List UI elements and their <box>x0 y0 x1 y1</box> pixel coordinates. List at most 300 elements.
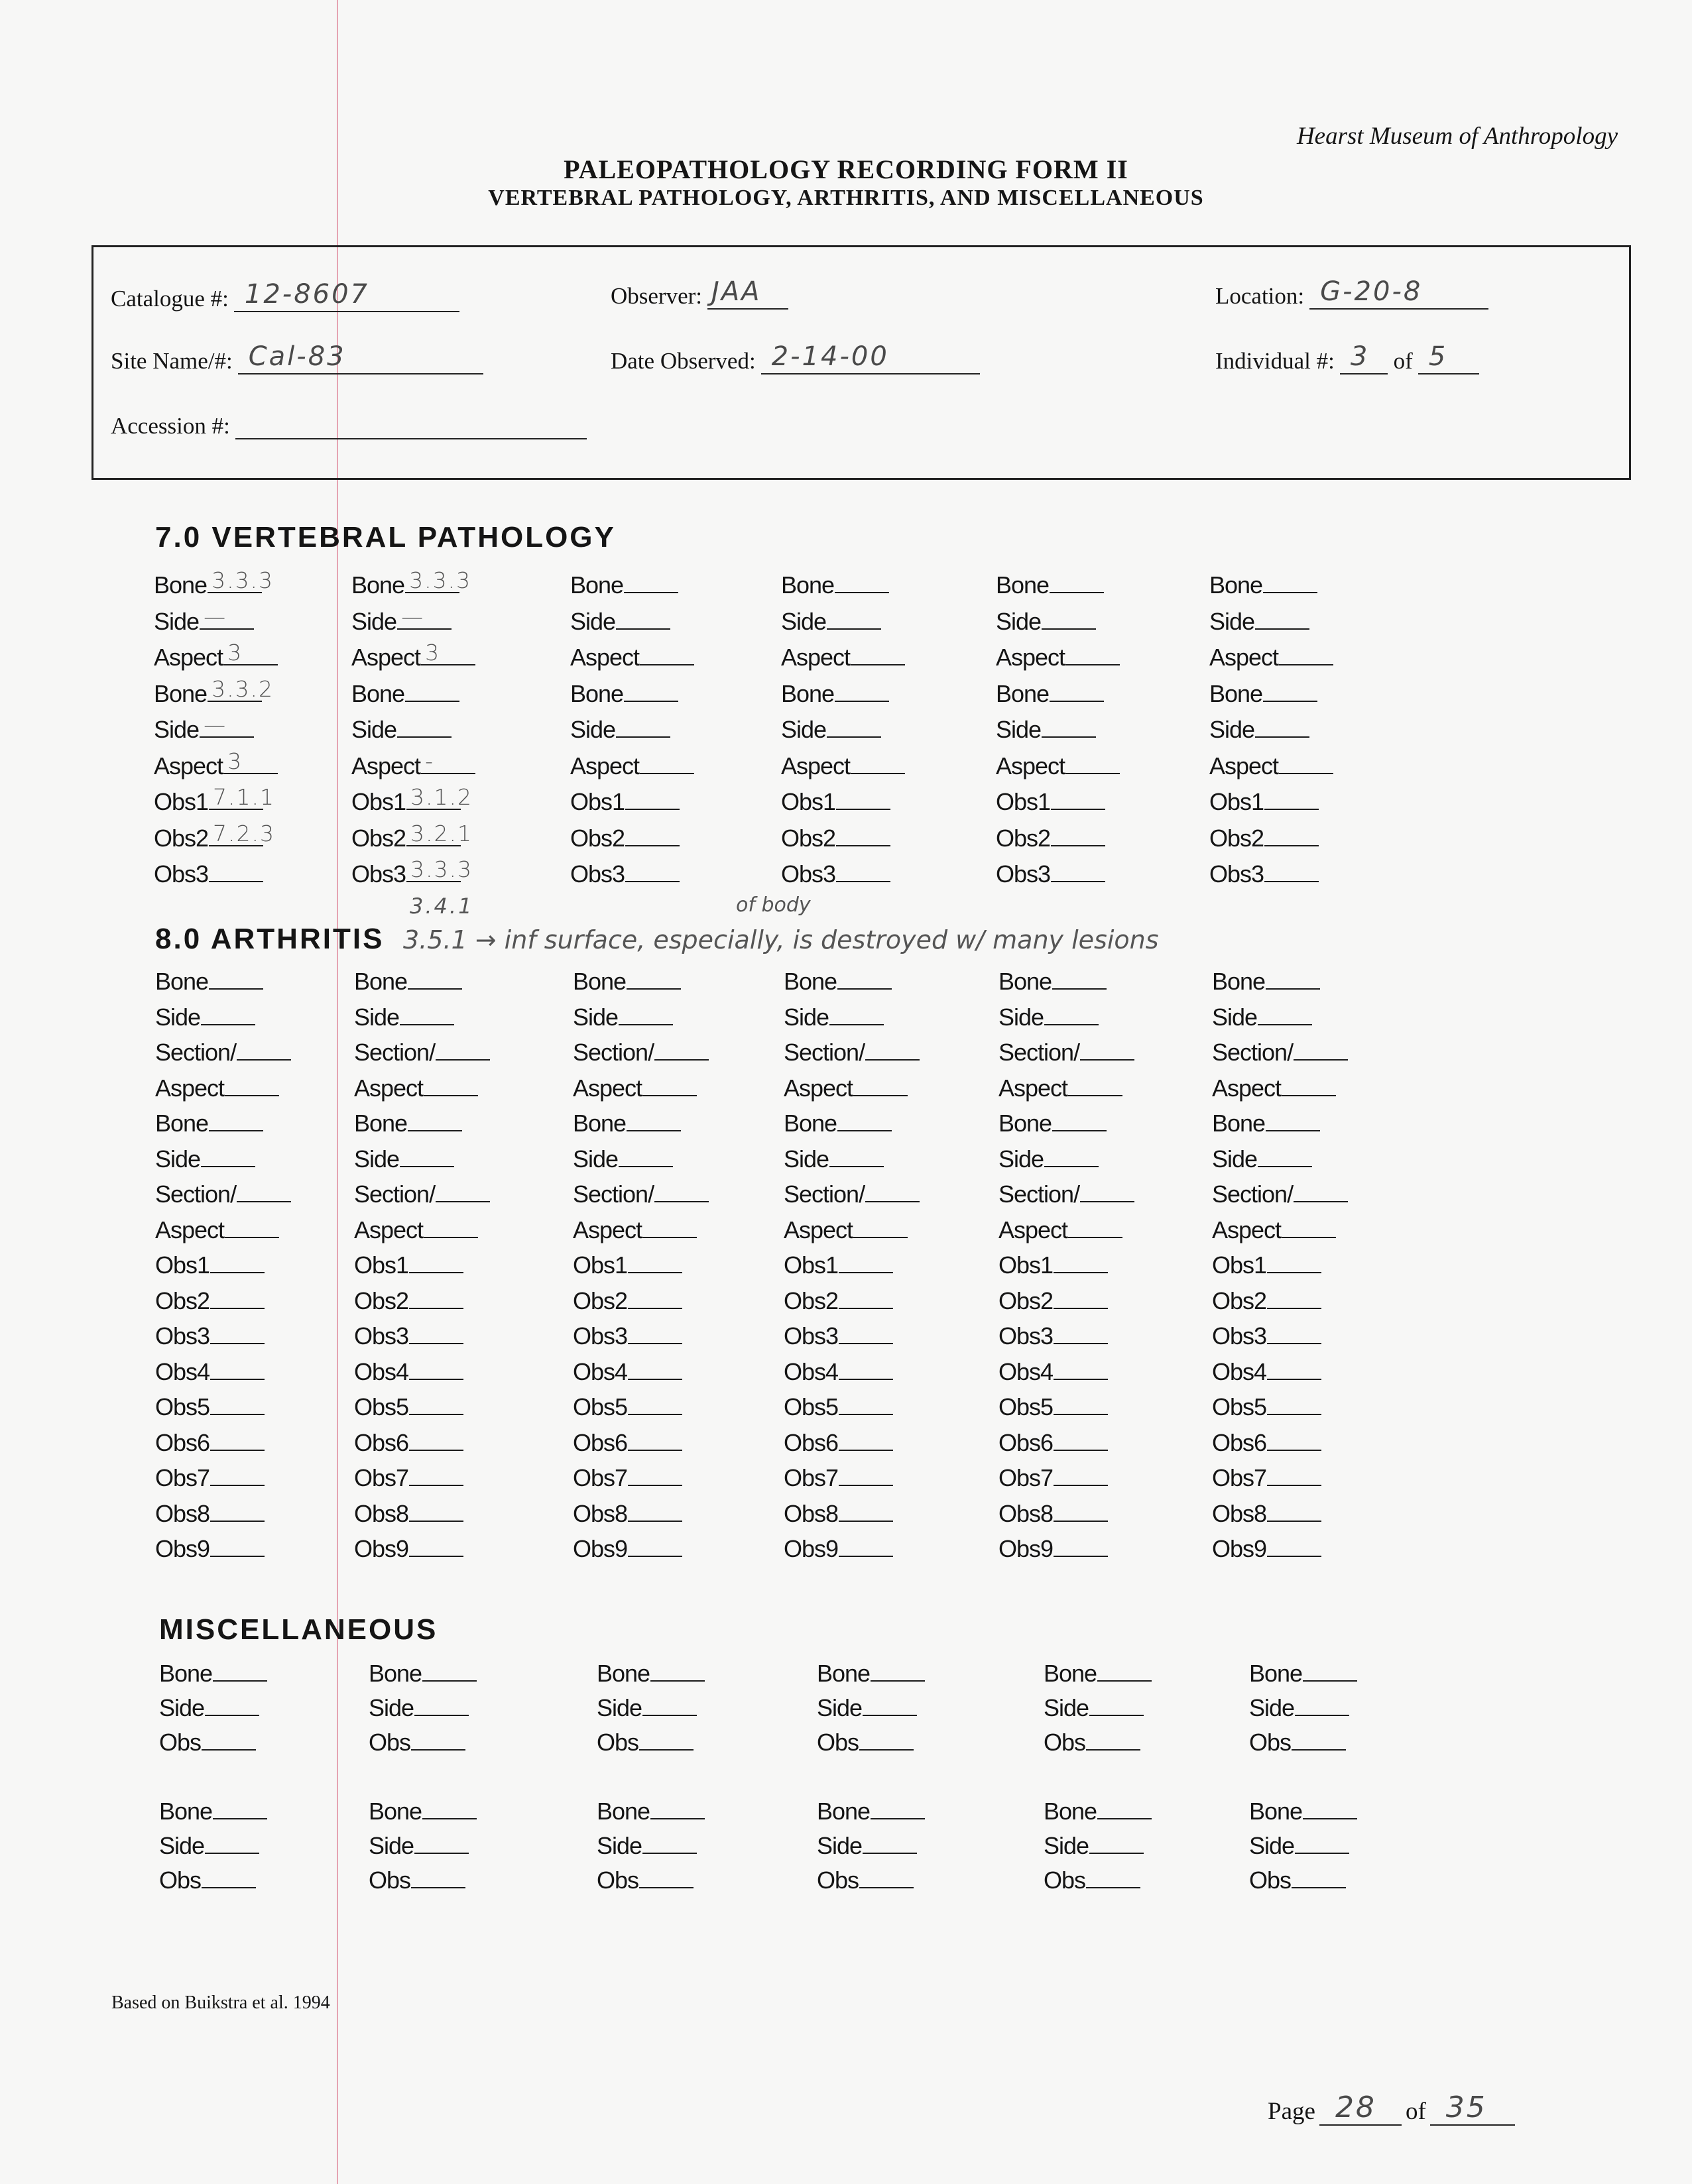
misc-field-2-6-2[interactable] <box>1249 1832 1349 1860</box>
vertebral-field-3-8[interactable] <box>570 825 680 852</box>
arthritis-field-6-2-line <box>1258 1004 1312 1025</box>
vertebral-field-5-7[interactable] <box>996 788 1105 816</box>
arthritis-field-5-15[interactable] <box>998 1464 1108 1492</box>
arthritis-field-4-15[interactable] <box>784 1464 893 1492</box>
page-value: 28 <box>1335 2091 1376 2124</box>
arthritis-field-5-5[interactable] <box>998 1110 1107 1137</box>
arthritis-field-3-11[interactable] <box>573 1322 682 1350</box>
misc-field-1-3-1[interactable] <box>597 1660 705 1688</box>
misc-field-1-5-1[interactable] <box>1044 1660 1152 1688</box>
vertebral-field-1-7-value: 7.1.1 <box>213 784 276 810</box>
vertebral-field-2-9[interactable] <box>351 856 473 888</box>
vertebral-field-6-9[interactable] <box>1209 860 1319 888</box>
arthritis-field-6-17[interactable] <box>1212 1535 1321 1563</box>
misc-field-1-1-3-label: Obs <box>159 1729 202 1756</box>
vertebral-field-6-3-line <box>1279 644 1333 665</box>
vertebral-field-2-6[interactable] <box>351 748 475 780</box>
arthritis-field-2-9[interactable] <box>354 1251 463 1279</box>
misc-field-2-6-1[interactable] <box>1249 1798 1357 1825</box>
arthritis-field-3-8[interactable] <box>573 1216 697 1244</box>
vertebral-field-4-3[interactable] <box>781 644 905 671</box>
arthritis-field-5-5-label: Bone <box>998 1110 1052 1137</box>
arthritis-field-4-12-label: Obs4 <box>784 1357 839 1385</box>
arthritis-field-3-9[interactable] <box>573 1251 682 1279</box>
catalogue-value: 12-8607 <box>244 279 370 310</box>
arthritis-field-6-12-line <box>1267 1359 1321 1380</box>
misc-field-1-5-3[interactable] <box>1044 1729 1140 1756</box>
vertebral-title: 7.0 VERTEBRAL PATHOLOGY <box>155 521 616 553</box>
arthritis-field-6-8[interactable] <box>1212 1216 1336 1244</box>
arthritis-field-3-7-line <box>654 1181 709 1202</box>
vertebral-field-6-9-line <box>1264 861 1319 882</box>
page-number[interactable] <box>1268 2091 1519 2126</box>
arthritis-field-3-12-line <box>628 1359 682 1380</box>
vertebral-field-4-4[interactable] <box>781 680 889 708</box>
arthritis-field-4-5[interactable] <box>784 1110 892 1137</box>
arthritis-field-6-3[interactable] <box>1212 1039 1348 1066</box>
arthritis-field-6-14-label: Obs6 <box>1212 1428 1267 1456</box>
vertebral-field-3-5[interactable] <box>570 716 670 744</box>
arthritis-field-2-3[interactable] <box>354 1039 490 1066</box>
arthritis-field-5-17[interactable] <box>998 1535 1108 1563</box>
vertebral-field-1-3[interactable] <box>154 640 278 671</box>
vertebral-field-1-1-value: 3.3.3 <box>212 567 274 593</box>
arthritis-field-4-7-line <box>865 1181 920 1202</box>
misc-field-1-3-3[interactable] <box>597 1729 694 1756</box>
arthritis-field-4-16-label: Obs8 <box>784 1499 839 1527</box>
vertebral-field-3-7[interactable] <box>570 788 680 816</box>
arthritis-field-2-12[interactable] <box>354 1358 463 1386</box>
arthritis-field-6-15[interactable] <box>1212 1464 1321 1492</box>
arthritis-field-1-11[interactable] <box>155 1322 265 1350</box>
vertebral-field-4-2[interactable] <box>781 608 881 636</box>
misc-field-1-4-3[interactable] <box>817 1729 914 1756</box>
arthritis-field-3-6-label: Side <box>573 1145 619 1173</box>
misc-field-2-2-3[interactable] <box>369 1867 465 1894</box>
arthritis-field-1-13-line <box>210 1394 265 1415</box>
arthritis-field-4-16[interactable] <box>784 1500 893 1528</box>
misc-field-1-4-2[interactable] <box>817 1694 917 1722</box>
misc-field-1-4-1[interactable] <box>817 1660 925 1688</box>
date-field[interactable] <box>611 341 980 374</box>
vertebral-field-5-4[interactable] <box>996 680 1104 708</box>
arthritis-field-3-1-label: Bone <box>573 968 627 995</box>
misc-field-1-5-2[interactable] <box>1044 1694 1144 1722</box>
arthritis-field-1-3[interactable] <box>155 1039 291 1066</box>
vertebral-field-6-6-label: Aspect <box>1209 752 1279 779</box>
vertebral-field-4-5-label: Side <box>781 716 827 743</box>
vertebral-field-5-1[interactable] <box>996 571 1104 599</box>
arthritis-field-3-2[interactable] <box>573 1004 673 1031</box>
misc-field-1-1-1[interactable] <box>159 1660 267 1688</box>
vertebral-field-3-1[interactable] <box>570 571 678 599</box>
misc-field-1-2-1[interactable] <box>369 1660 477 1688</box>
arthritis-field-2-1-line <box>408 968 462 990</box>
arthritis-field-5-11[interactable] <box>998 1322 1108 1350</box>
arthritis-field-6-15-line <box>1267 1465 1321 1486</box>
vertebral-field-5-6[interactable] <box>996 752 1120 780</box>
vertebral-field-4-4-label: Bone <box>781 679 835 707</box>
arthritis-field-6-17-label: Obs9 <box>1212 1535 1267 1562</box>
arthritis-field-5-12[interactable] <box>998 1358 1108 1386</box>
arthritis-field-1-2[interactable] <box>155 1004 255 1031</box>
arthritis-field-1-8[interactable] <box>155 1216 279 1244</box>
vertebral-field-6-5-label: Side <box>1209 716 1255 743</box>
arthritis-field-6-10-label: Obs2 <box>1212 1287 1267 1314</box>
site-label: Site Name/#: <box>111 348 233 374</box>
arthritis-field-3-6[interactable] <box>573 1145 673 1173</box>
vertebral-field-1-2[interactable] <box>154 603 254 636</box>
arthritis-field-4-11-line <box>839 1323 893 1344</box>
arthritis-field-1-10[interactable] <box>155 1287 265 1315</box>
arthritis-field-1-15[interactable] <box>155 1464 265 1492</box>
vertebral-field-6-8[interactable] <box>1209 825 1319 852</box>
arthritis-field-1-1[interactable] <box>155 968 263 996</box>
vertebral-field-6-5[interactable] <box>1209 716 1309 744</box>
arthritis-field-6-7-label: Section/ <box>1212 1180 1294 1208</box>
vertebral-field-5-5-label: Side <box>996 716 1042 743</box>
misc-field-2-2-1-label: Bone <box>369 1798 422 1825</box>
arthritis-field-5-7[interactable] <box>998 1180 1134 1208</box>
misc-field-2-1-2-label: Side <box>159 1832 205 1859</box>
arthritis-field-5-13[interactable] <box>998 1393 1108 1421</box>
vertebral-field-2-2[interactable] <box>351 603 452 636</box>
misc-field-2-2-1[interactable] <box>369 1798 477 1825</box>
misc-field-1-1-3[interactable] <box>159 1729 256 1756</box>
misc-field-2-2-2[interactable] <box>369 1832 469 1860</box>
arthritis-field-4-15-line <box>839 1465 893 1486</box>
vertebral-field-1-4-line <box>208 675 274 702</box>
arthritis-field-5-9[interactable] <box>998 1251 1108 1279</box>
arthritis-field-2-2[interactable] <box>354 1004 454 1031</box>
vertebral-field-4-1[interactable] <box>781 571 889 599</box>
vertebral-field-6-2-label: Side <box>1209 607 1255 635</box>
arthritis-field-1-12[interactable] <box>155 1358 265 1386</box>
vertebral-field-6-4[interactable] <box>1209 680 1317 708</box>
vertebral-field-1-6[interactable] <box>154 748 278 780</box>
arthritis-field-6-10[interactable] <box>1212 1287 1321 1315</box>
vertebral-field-2-5-label: Side <box>351 716 397 743</box>
arthritis-field-6-7[interactable] <box>1212 1180 1348 1208</box>
misc-field-2-5-2[interactable] <box>1044 1832 1144 1860</box>
arthritis-field-3-13[interactable] <box>573 1393 682 1421</box>
vertebral-field-2-1[interactable] <box>351 567 472 599</box>
vertebral-field-2-5[interactable] <box>351 716 452 744</box>
arthritis-field-3-16[interactable] <box>573 1500 682 1528</box>
vertebral-field-6-5-line <box>1255 717 1309 738</box>
arthritis-field-6-14[interactable] <box>1212 1429 1321 1457</box>
arthritis-field-5-1-label: Bone <box>998 968 1052 995</box>
misc-field-2-3-1[interactable] <box>597 1798 705 1825</box>
arthritis-field-3-7[interactable] <box>573 1180 709 1208</box>
vertebral-field-3-2[interactable] <box>570 608 670 636</box>
vertebral-field-5-9[interactable] <box>996 860 1105 888</box>
vertebral-field-5-5[interactable] <box>996 716 1096 744</box>
arthritis-field-2-13[interactable] <box>354 1393 463 1421</box>
arthritis-field-6-11[interactable] <box>1212 1322 1321 1350</box>
misc-field-1-6-1[interactable] <box>1249 1660 1357 1688</box>
arthritis-field-4-9-line <box>839 1252 893 1273</box>
misc-field-2-4-2[interactable] <box>817 1832 917 1860</box>
misc-field-2-1-1[interactable] <box>159 1798 267 1825</box>
vertebral-field-4-9[interactable] <box>781 860 890 888</box>
arthritis-field-6-1[interactable] <box>1212 968 1320 996</box>
arthritis-field-3-12[interactable] <box>573 1358 682 1386</box>
arthritis-field-2-4[interactable] <box>354 1074 478 1102</box>
arthritis-field-2-15[interactable] <box>354 1464 463 1492</box>
arthritis-field-1-8-line <box>225 1217 279 1238</box>
arthritis-field-3-3[interactable] <box>573 1039 709 1066</box>
vertebral-field-3-3-line <box>640 644 694 665</box>
arthritis-field-3-10[interactable] <box>573 1287 682 1315</box>
arthritis-field-2-10-label: Obs2 <box>354 1287 409 1314</box>
location-field[interactable] <box>1215 276 1488 310</box>
vertebral-field-1-2-line <box>200 603 254 630</box>
individual-of-label: of <box>1393 348 1413 374</box>
arthritis-field-3-1[interactable] <box>573 968 681 996</box>
arthritis-field-3-5[interactable] <box>573 1110 681 1137</box>
vertebral-field-4-1-label: Bone <box>781 571 835 599</box>
vertebral-field-4-9-line <box>836 861 890 882</box>
arthritis-field-2-12-line <box>409 1359 463 1380</box>
vertebral-field-1-5[interactable] <box>154 712 254 744</box>
arthritis-field-4-17[interactable] <box>784 1535 893 1563</box>
misc-field-2-1-3[interactable] <box>159 1867 256 1894</box>
misc-field-2-6-1-line <box>1303 1798 1357 1819</box>
arthritis-field-2-7[interactable] <box>354 1180 490 1208</box>
arthritis-field-6-17-line <box>1267 1536 1321 1557</box>
arthritis-field-2-16[interactable] <box>354 1500 463 1528</box>
arthritis-field-6-2[interactable] <box>1212 1004 1312 1031</box>
arthritis-field-3-11-label: Obs3 <box>573 1322 628 1350</box>
arthritis-field-4-6[interactable] <box>784 1145 884 1173</box>
arthritis-field-6-9[interactable] <box>1212 1251 1321 1279</box>
vertebral-field-5-8[interactable] <box>996 825 1105 852</box>
misc-field-2-1-2-line <box>205 1833 259 1854</box>
accession-field[interactable] <box>111 412 587 439</box>
arthritis-field-2-6[interactable] <box>354 1145 454 1173</box>
citation: Based on Buikstra et al. 1994 <box>111 1992 330 2013</box>
site-field[interactable] <box>111 341 483 374</box>
arthritis-field-2-17-line <box>409 1536 463 1557</box>
arthritis-field-6-12[interactable] <box>1212 1358 1321 1386</box>
arthritis-field-4-8-label: Aspect <box>784 1216 853 1243</box>
vertebral-field-2-4[interactable] <box>351 680 459 708</box>
misc-field-2-6-3-label: Obs <box>1249 1867 1292 1894</box>
arthritis-field-3-10-line <box>628 1288 682 1309</box>
arthritis-field-1-7[interactable] <box>155 1180 291 1208</box>
arthritis-field-4-7[interactable] <box>784 1180 920 1208</box>
arthritis-field-4-1-label: Bone <box>784 968 837 995</box>
arthritis-field-1-13[interactable] <box>155 1393 265 1421</box>
vertebral-field-4-7[interactable] <box>781 788 890 816</box>
vertebral-field-3-8-label: Obs2 <box>570 824 625 852</box>
note-insert: of body <box>736 893 811 917</box>
arthritis-field-4-13[interactable] <box>784 1393 893 1421</box>
vertebral-field-1-7[interactable] <box>154 784 276 816</box>
vertebral-field-1-8[interactable] <box>154 820 276 852</box>
arthritis-field-4-2[interactable] <box>784 1004 884 1031</box>
arthritis-field-2-14[interactable] <box>354 1429 463 1457</box>
arthritis-field-4-11[interactable] <box>784 1322 893 1350</box>
arthritis-field-6-4[interactable] <box>1212 1074 1336 1102</box>
arthritis-field-3-14-line <box>628 1430 682 1451</box>
vertebral-field-5-3[interactable] <box>996 644 1120 671</box>
arthritis-field-3-14[interactable] <box>573 1429 682 1457</box>
misc-field-2-3-3[interactable] <box>597 1867 694 1894</box>
arthritis-field-5-16[interactable] <box>998 1500 1108 1528</box>
arthritis-field-1-17[interactable] <box>155 1535 265 1563</box>
arthritis-field-4-1[interactable] <box>784 968 892 996</box>
vertebral-field-3-4[interactable] <box>570 680 678 708</box>
misc-field-1-3-1-line <box>650 1660 705 1682</box>
arthritis-field-1-16[interactable] <box>155 1500 265 1528</box>
arthritis-field-5-14[interactable] <box>998 1429 1108 1457</box>
arthritis-field-3-4[interactable] <box>573 1074 697 1102</box>
arthritis-field-5-17-line <box>1054 1536 1108 1557</box>
vertebral-field-2-7[interactable] <box>351 784 473 816</box>
individual-field[interactable] <box>1215 341 1479 374</box>
misc-field-2-5-1[interactable] <box>1044 1798 1152 1825</box>
arthritis-field-5-10[interactable] <box>998 1287 1108 1315</box>
vertebral-field-4-6[interactable] <box>781 752 905 780</box>
vertebral-field-6-6[interactable] <box>1209 752 1333 780</box>
arthritis-field-5-1[interactable] <box>998 968 1107 996</box>
arthritis-field-5-13-label: Obs5 <box>998 1393 1054 1420</box>
arthritis-field-5-4[interactable] <box>998 1074 1122 1102</box>
misc-field-1-1-2-line <box>205 1695 259 1716</box>
misc-field-2-4-3[interactable] <box>817 1867 914 1894</box>
arthritis-field-3-17[interactable] <box>573 1535 682 1563</box>
arthritis-field-4-4[interactable] <box>784 1074 908 1102</box>
arthritis-field-4-9[interactable] <box>784 1251 893 1279</box>
vertebral-field-6-2[interactable] <box>1209 608 1309 636</box>
arthritis-field-5-6-line <box>1044 1146 1099 1167</box>
arthritis-field-6-16[interactable] <box>1212 1500 1321 1528</box>
arthritis-field-2-17[interactable] <box>354 1535 463 1563</box>
misc-field-1-1-2[interactable] <box>159 1694 259 1722</box>
arthritis-field-6-14-line <box>1267 1430 1321 1451</box>
vertebral-field-4-8[interactable] <box>781 825 890 852</box>
arthritis-field-6-6[interactable] <box>1212 1145 1312 1173</box>
misc-field-1-6-2[interactable] <box>1249 1694 1349 1722</box>
misc-field-1-4-2-label: Side <box>817 1694 863 1721</box>
vertebral-field-2-9-line <box>406 856 473 882</box>
misc-field-1-2-2[interactable] <box>369 1694 469 1722</box>
misc-field-2-1-2[interactable] <box>159 1832 259 1860</box>
arthritis-field-6-5[interactable] <box>1212 1110 1320 1137</box>
arthritis-field-5-6-label: Side <box>998 1145 1044 1173</box>
misc-field-1-6-1-label: Bone <box>1249 1660 1303 1687</box>
arthritis-field-2-11[interactable] <box>354 1322 463 1350</box>
vertebral-field-1-5-value: — <box>204 712 227 738</box>
misc-field-2-3-2[interactable] <box>597 1832 697 1860</box>
arthritis-field-2-10[interactable] <box>354 1287 463 1315</box>
vertebral-field-1-3-line <box>223 640 278 665</box>
arthritis-field-4-13-line <box>839 1394 893 1415</box>
vertebral-field-4-5[interactable] <box>781 716 881 744</box>
catalogue-field[interactable] <box>111 279 459 312</box>
arthritis-field-3-15[interactable] <box>573 1464 682 1492</box>
vertebral-field-3-4-label: Bone <box>570 679 624 707</box>
misc-field-1-2-3[interactable] <box>369 1729 465 1756</box>
misc-field-2-6-3[interactable] <box>1249 1867 1346 1894</box>
vertebral-field-2-3[interactable] <box>351 640 475 671</box>
vertebral-field-2-3-line <box>421 640 475 665</box>
vertebral-field-5-7-label: Obs1 <box>996 788 1051 815</box>
arthritis-field-1-6[interactable] <box>155 1145 255 1173</box>
vertebral-field-3-4-line <box>624 681 678 702</box>
vertebral-field-4-6-label: Aspect <box>781 752 851 779</box>
arthritis-field-4-6-line <box>829 1146 884 1167</box>
arthritis-field-4-14-label: Obs6 <box>784 1428 839 1456</box>
vertebral-field-3-3[interactable] <box>570 644 694 671</box>
misc-field-1-6-3[interactable] <box>1249 1729 1346 1756</box>
misc-field-2-5-3[interactable] <box>1044 1867 1140 1894</box>
arthritis-field-2-1[interactable] <box>354 968 462 996</box>
date-label: Date Observed: <box>611 348 756 374</box>
vertebral-field-3-6[interactable] <box>570 752 694 780</box>
arthritis-field-4-3[interactable] <box>784 1039 920 1066</box>
arthritis-field-3-2-line <box>619 1004 673 1025</box>
arthritis-field-2-3-line <box>436 1039 490 1061</box>
vertebral-field-6-7[interactable] <box>1209 788 1319 816</box>
vertebral-field-2-3-value: 3 <box>425 640 441 665</box>
arthritis-field-4-10[interactable] <box>784 1287 893 1315</box>
vertebral-field-1-6-label: Aspect <box>154 752 223 779</box>
arthritis-field-5-8[interactable] <box>998 1216 1122 1244</box>
misc-field-2-5-3-line <box>1086 1867 1140 1888</box>
arthritis-field-4-12[interactable] <box>784 1358 893 1386</box>
arthritis-field-1-2-label: Side <box>155 1003 201 1031</box>
vertebral-field-2-8[interactable] <box>351 820 473 852</box>
arthritis-field-2-5[interactable] <box>354 1110 462 1137</box>
arthritis-field-5-6[interactable] <box>998 1145 1099 1173</box>
misc-field-2-5-3-label: Obs <box>1044 1867 1086 1894</box>
arthritis-field-1-4[interactable] <box>155 1074 279 1102</box>
vertebral-field-4-8-label: Obs2 <box>781 824 836 852</box>
arthritis-field-1-17-line <box>210 1536 265 1557</box>
vertebral-field-6-3[interactable] <box>1209 644 1333 671</box>
arthritis-field-1-5[interactable] <box>155 1110 263 1137</box>
vertebral-field-1-6-value: 3 <box>227 748 243 774</box>
vertebral-field-1-1[interactable] <box>154 567 274 599</box>
arthritis-field-4-4-label: Aspect <box>784 1074 853 1102</box>
observer-field[interactable] <box>611 276 788 310</box>
arthritis-field-4-14[interactable] <box>784 1429 893 1457</box>
arthritis-field-1-9[interactable] <box>155 1251 265 1279</box>
arthritis-field-5-1-line <box>1052 968 1107 990</box>
arthritis-field-2-3-label: Section/ <box>354 1039 436 1066</box>
misc-field-1-6-1-line <box>1303 1660 1357 1682</box>
arthritis-field-6-13-label: Obs5 <box>1212 1393 1267 1420</box>
arthritis-field-2-8[interactable] <box>354 1216 478 1244</box>
vertebral-field-6-1[interactable] <box>1209 571 1317 599</box>
vertebral-field-1-6-line <box>223 748 278 774</box>
arthritis-field-5-3[interactable] <box>998 1039 1134 1066</box>
arthritis-field-4-8[interactable] <box>784 1216 908 1244</box>
misc-field-1-3-2[interactable] <box>597 1694 697 1722</box>
misc-field-2-4-1[interactable] <box>817 1798 925 1825</box>
vertebral-field-5-2[interactable] <box>996 608 1096 636</box>
vertebral-field-1-4[interactable] <box>154 675 274 708</box>
arthritis-field-5-2[interactable] <box>998 1004 1099 1031</box>
vertebral-field-3-9[interactable] <box>570 860 680 888</box>
arthritis-field-1-14[interactable] <box>155 1429 265 1457</box>
arthritis-field-2-16-label: Obs8 <box>354 1499 409 1527</box>
vertebral-field-1-9[interactable] <box>154 860 263 888</box>
arthritis-field-6-13[interactable] <box>1212 1393 1321 1421</box>
